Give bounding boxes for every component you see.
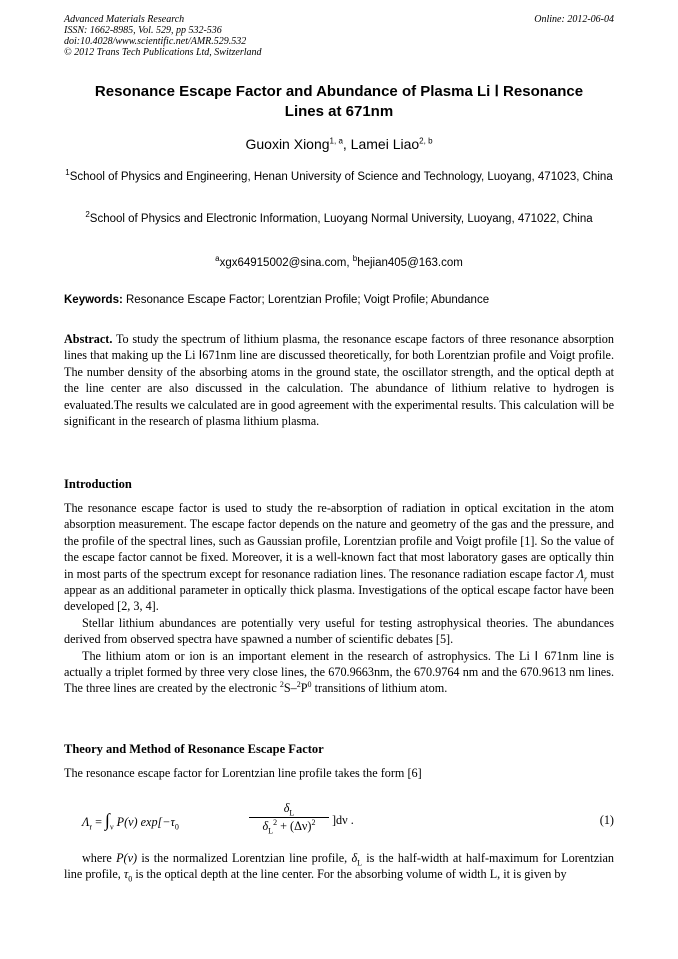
intro-p1-text-a: The resonance escape factor is used to study the re-absorption of radiation in optical excitation in the atom absorption measurement. The escape factor depends on the nature and geometry of the gas and the pressure, and the profile of the spectral lines, such as Gaussian profile, Lorentzian profile and Voigt profile [1]. So the value of the escape factor cannot be fixed. Moreover, it is a well-known fact that most laboratory gases are optically thin in most parts of the spectrum except for resonance radiation lines. The resonance radiation escape factor [64,501,614,581]
keywords-text: Resonance Escape Factor; Lorentzian Profile; Voigt Profile; Abundance [122,294,490,306]
where-delta-sub: L [357,858,363,868]
eq-num-sub: L [289,808,295,818]
eq-den-sub: L [268,826,274,836]
affiliation-1-sup: 1 [65,168,70,178]
title-line-2: Lines at 671nm [284,103,394,120]
introduction-body [64,500,614,697]
where-text-e: is the optical depth at the line center. For the absorbing volume of width L, it is given by [132,867,567,882]
intro-paragraph-3 [64,648,614,697]
affiliation-2 [64,210,614,229]
theory-intro: The resonance escape factor for Lorentzian line profile takes the form [6] [64,766,422,780]
where-tau: τ [123,867,129,882]
affiliation-2-text: School of Physics and Electronic Information, Luoyang Normal University, Luoyang, 471022, China [89,213,593,225]
eq-den-rest: + (Δν) [277,819,312,834]
affiliation-1 [64,168,614,187]
journal-header [64,14,262,58]
equation-number: (1) [599,813,614,827]
eq-den-sup2: 2 [311,818,316,828]
eq-profile: P(ν) exp[−τ [116,815,175,829]
eq-den-sup: 2 [273,818,278,828]
author-separator: , [342,136,351,152]
intro-paragraph-1 [64,500,614,615]
author-list [64,136,614,152]
introduction-heading: Introduction [64,477,132,491]
eq-fraction [249,800,329,835]
title-line-1: Resonance Escape Factor and Abundance of Plasma Li Ⅰ Resonance [94,83,584,100]
term-p: P [300,681,308,696]
email-a-sup: a [215,254,220,264]
author-1-sup: 1, a [329,136,343,146]
email-a[interactable]: xgx64915002@sina.com, [219,257,353,269]
email-b[interactable]: hejian405@163.com [357,257,463,269]
eq-integral-sub: ν [109,822,114,832]
online-date: Online: 2012-06-04 [534,14,614,25]
author-2-sup: 2, b [419,136,433,146]
lambda-sub: r [584,574,588,584]
affiliation-2-sup: 2 [85,210,90,220]
term-sup-1: 2 [279,680,284,690]
intro-paragraph-2: Stellar lithium abundances are potentially very useful for testing astrophysical theories. The abundances derived from observed spectra have spawned a number of scientific debates [5]. [64,615,614,647]
where-delta: δ [351,851,358,865]
affiliation-1-text: School of Physics and Engineering, Henan University of Science and Technology, Luoyang, 471023, China [69,171,613,183]
eq-equals: = [95,815,102,829]
where-text-c: is the half-width at half-maximum for Lorentzian line profile, [64,851,614,882]
keywords-label: Keywords: [64,294,123,306]
emails [64,254,614,273]
eq-den-delta: δ [262,819,269,834]
term-sup-2: 2 [296,680,301,690]
eq-lambda: Λ [82,815,90,829]
eq-tau-sub: 0 [174,822,179,832]
author-2: Lamei Liao [350,136,420,152]
where-text-b: is the normalized Lorentzian line profile, [137,851,352,865]
eq-tail: ]dν . [332,813,354,827]
journal-name: Advanced Materials Research [64,14,185,25]
paper-title [64,82,614,122]
issn: ISSN: 1662-8985, Vol. 529, pp 532-536 [64,25,222,36]
abstract [64,331,614,429]
intro-p3-text-a: The lithium atom or ion is an important element in the research of astrophysics. The Li Ⅰ 671nm line is actually a triplet formed by three very close lines, the 670.9663nm, the 670.9764 nm and the 670.9613 nm lines. The three lines are created by the electronic [64,648,614,696]
lambda-symbol: Λ [576,566,585,581]
intro-p3-text-b: transitions of lithium atom. [311,681,448,696]
keywords [64,294,614,306]
eq-denominator [249,818,329,834]
eq-num-delta: δ [283,801,290,815]
term-sup-3: 0 [307,680,312,690]
copyright: © 2012 Trans Tech Publications Ltd, Switzerland [64,47,262,58]
intro-p1-text-b: must appear as an additional parameter in optically thick plasma. Investigations of the optical escape factor have been developed [2, 3, 4]. [64,566,615,614]
equation-body [82,812,179,830]
where-profile: P(ν) [116,851,138,865]
term-s: S– [283,681,297,696]
email-b-sup: b [352,254,358,264]
theory-where [64,850,614,883]
escape-factor-symbol [576,566,588,584]
doi: doi:10.4028/www.scientific.net/AMR.529.532 [64,36,247,47]
abstract-text: To study the spectrum of lithium plasma, the resonance escape factors of three resonance absorption lines that making up the Li Ⅰ671nm line are discussed theoretically, for both Lorentzian profile and Voigt profile. The number density of the absorbing atoms in the ground state, the oscillator strength, and the optical depth at the line center are also discussed in the calculation. The abundance of lithium relative to hydrogen is evaluated.The results we calculated are in good agreement with the experimental results. This calculation will be significant in the research of plasma lithium plasma. [64,332,614,429]
abstract-label: Abstract. [64,332,113,346]
eq-numerator [249,800,329,818]
equation-1 [64,800,614,840]
eq-lambda-sub: r [89,822,93,832]
theory-heading: Theory and Method of Resonance Escape Factor [64,742,324,756]
where-tau-sub: 0 [128,874,133,884]
eq-integral: ∫ [105,810,110,830]
where-text-a: where [82,851,117,865]
author-1: Guoxin Xiong [245,136,330,152]
